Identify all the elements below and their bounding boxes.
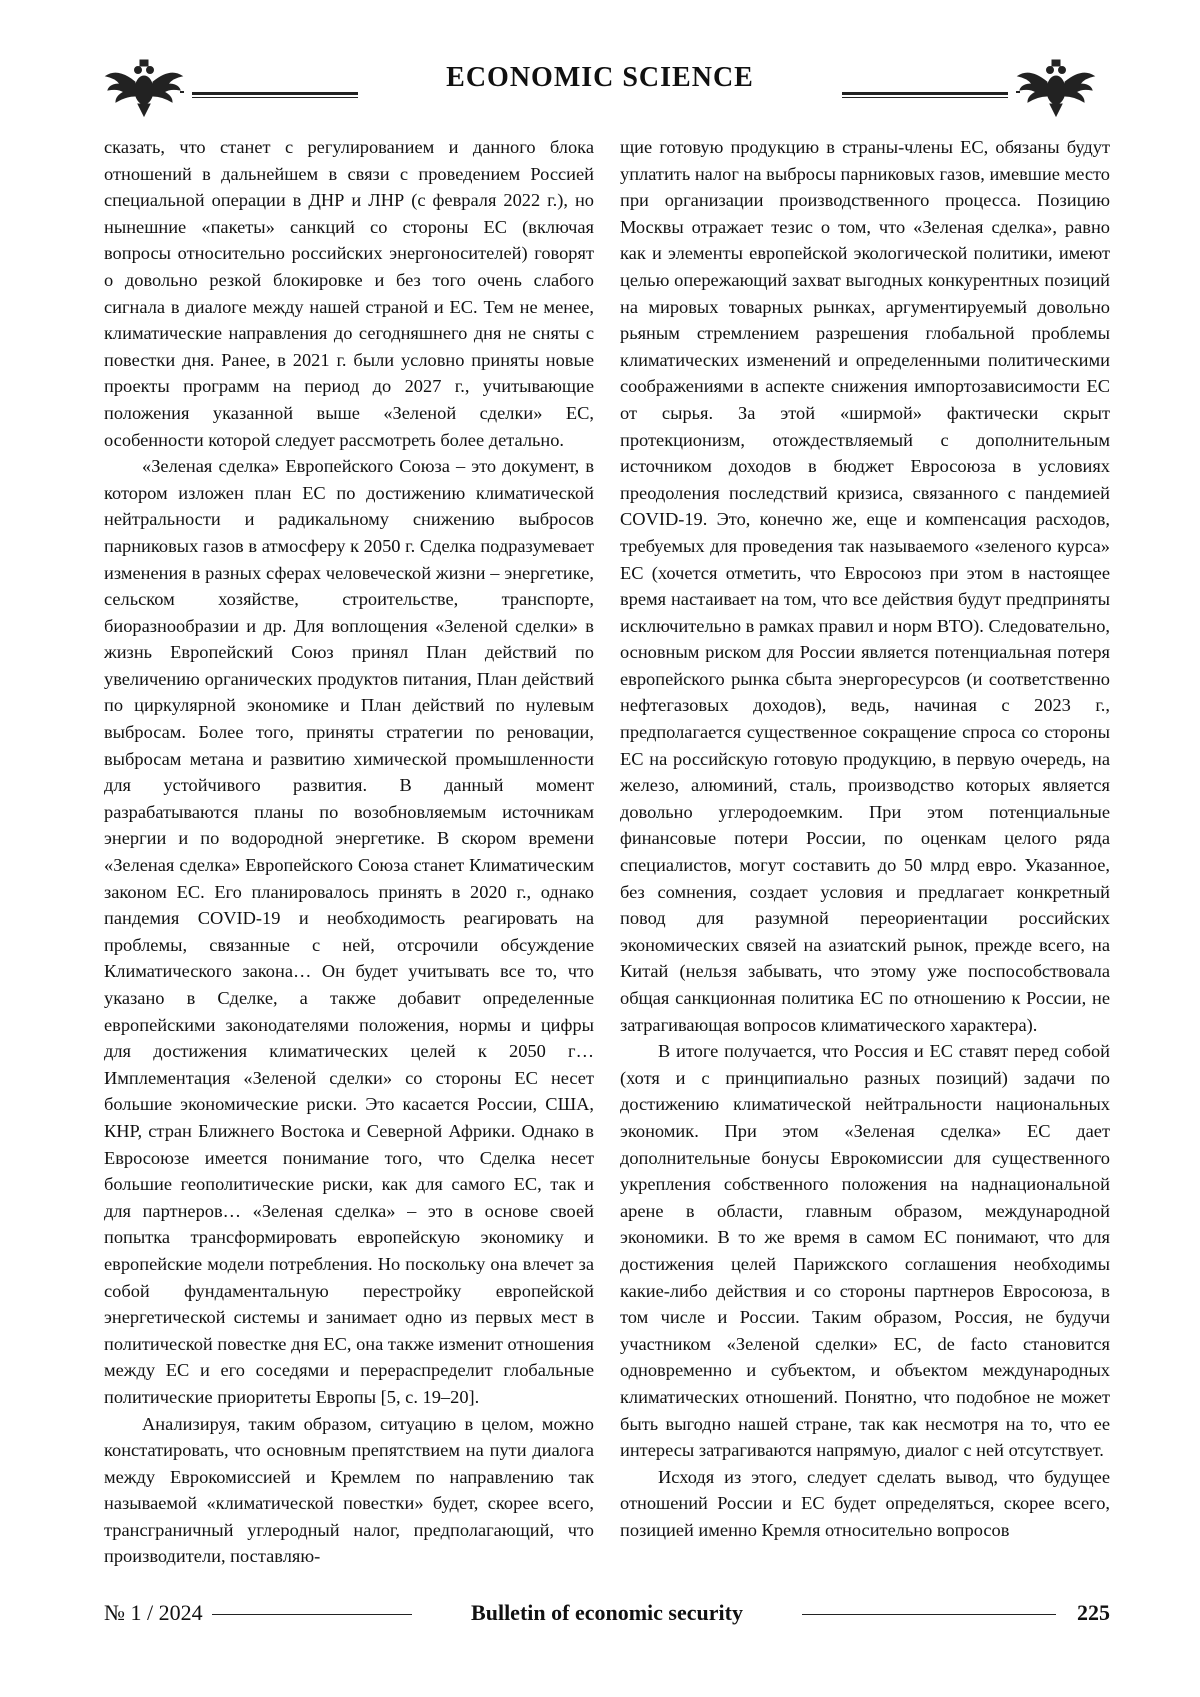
- section-title: ECONOMIC SCIENCE: [446, 62, 754, 93]
- paragraph: «Зеленая сделка» Европейского Союза – это документ, в котором изложен план ЕС по достижению климатической нейтральности и радикальному снижению выбросов парниковых газов в атмосферу к 2050 г. Сделка подразумевает изменения в разных сферах человеческой жизни – энергетике, сельском хозяйстве, строительстве, транспорте, биоразнообразии и др. Для воплощения «Зеленой сделки» в жизнь Европейский Союз принял План действий по увеличению органических продуктов питания, План действий по циркулярной экономике и План действий по нулевым выбросам. Более того, приняты стратегии по реновации, выбросам метана и развитию химической промышленности для устойчивого развития. В данный момент разрабатываются планы по возобновляемым источникам энергии и по водородной энергетике. В скором времени «Зеленая сделка» Европейского Союза станет Климатическим законом ЕС. Его планировалось принять в 2020 г., однако пандемия COVID-19 и необходимость реагировать на проблемы, связанные с ней, отсрочили обсуждение Климатического закона… Он будет учитывать все то, что указано в Сделке, а также добавит определенные европейскими законодателями положения, нормы и цифры для достижения климатических целей к 2050 г… Имплементация «Зеленой сделки» со стороны ЕС несет большие экономические риски. Это касается России, США, КНР, стран Ближнего Востока и Северной Африки. Однако в Евросоюзе имеется понимание того, что Сделка несет большие геополитические риски, как для самого ЕС, так и для партнеров… «Зеленая сделка» – это в основе своей попытка трансформировать европейскую экономику и европейские модели потребления. Но поскольку она влечет за собой фундаментальную перестройку европейской энергетической системы и занимает одно из первых мест в политической повестке дня ЕС, она также изменит отношения между ЕС и его соседями и перераспределит глобальные политические приоритеты Европы [5, с. 19–20].: [104, 456, 594, 1407]
- paragraph: В итоге получается, что Россия и ЕС ставят перед собой (хотя и с принципиально разных позиций) задачи по достижению климатической нейтральности национальных экономик. При этом «Зеленая сделка» ЕС дает дополнительные бонусы Еврокомиссии для существенного укрепления собственного положения на наднациональной арене в области, главным образом, международной экономики. В то же время в самом ЕС понимают, что для достижения целей Парижского соглашения необходимы какие-либо действия и со стороны партнеров Евросоюза, в том числе и России. Таким образом, Россия, не будучи участником «Зеленой сделки» ЕС, de facto становится одновременно и субъектом, и объектом международных климатических отношений. Понятно, что подобное не может быть выгодно нашей стране, так как несмотря на то, что ее интересы затрагиваются напрямую, диалог с ней отсутствует.: [620, 1041, 1110, 1461]
- page-footer: [104, 1600, 1110, 1630]
- header-rule-right-thin: [842, 97, 1008, 98]
- page-header: [100, 56, 1100, 116]
- footer-rule-right: [802, 1614, 1056, 1615]
- paragraph: Анализируя, таким образом, ситуацию в целом, можно констатировать, что основным препятствием на пути диалога между Еврокомиссией и Кремлем по направлению так называемой «климатической повестки» будет, скорее всего, трансграничный углеродный налог, предполагающий, что производители, поставляю-: [104, 1413, 594, 1567]
- header-rule-right: [842, 92, 1008, 95]
- paragraph: щие готовую продукцию в страны-члены ЕС, обязаны будут уплатить налог на выбросы парниковых газов, имевшие место при организации производственного процесса. Позицию Москвы отражает тезис о том, что «Зеленая сделка», равно как и элементы европейской экологической политики, имеют целью опережающий захват выгодных конкурентных позиций на мировых товарных рынках, аргументируемый довольно рьяным стремлением разрешения глобальной проблемы климатических изменений и определенными политическими соображениями в аспекте снижения импортозависимости ЕС от сырья. За этой «ширмой» фактически скрыт протекционизм, отождествляемый с дополнительным источником доходов в бюджет Евросоюза в условиях преодоления последствий кризиса, связанного с пандемией COVID-19. Это, конечно же, еще и компенсация расходов, требуемых для проведения так называемого «зеленого курса» ЕС (хочется отметить, что Евросоюз при этом в настоящее время настаивает на том, что все действия будут предприняты исключительно в рамках правил и норм ВТО). Следовательно, основным риском для России является потенциальная потеря европейского рынка сбыта энергоресурсов (и соответственно нефтегазовых доходов), ведь, начиная с 2023 г., предполагается существенное сокращение спроса со стороны ЕС на российскую готовую продукцию, в первую очередь, на железо, алюминий, сталь, производство которых является довольно углеродоемким. При этом потенциальные финансовые потери России, по оценкам целого ряда специалистов, могут составить до 50 млрд евро. Указанное, без сомнения, создает условия и предлагает конкретный повод для разумной переориентации российских экономических связей на азиатский рынок, прежде всего, на Китай (нельзя забывать, что этому уже поспособствовала общая санкционная политика ЕС по отношению к России, не затрагивающая вопросов климатического характера).: [620, 137, 1110, 1035]
- header-rule-left-thin: [192, 97, 358, 98]
- right-text-column: [620, 134, 1110, 1543]
- double-headed-eagle-emblem-icon: [1016, 56, 1096, 120]
- paragraph: сказать, что станет с регулированием и данного блока отношений в дальнейшем в связи с проведением Россией специальной операции в ДНР и ЛНР (с февраля 2022 г.), но нынешние «пакеты» санкций со стороны ЕС (включая вопросы относительно российских энергоносителей) говорят о довольно резкой блокировке и без того очень слабого сигнала в диалоге между нашей страной и ЕС. Тем не менее, климатические направления до сегодняшнего дня не сняты с повестки дня. Ранее, в 2021 г. были условно приняты новые проекты программ на период до 2027 г., учитывающие положения указанной выше «Зеленой сделки» ЕС, особенности которой следует рассмотреть более детально.: [104, 137, 594, 450]
- paragraph: Исходя из этого, следует сделать вывод, что будущее отношений России и ЕС будет определяться, скорее всего, позицией именно Кремля относительно вопросов: [620, 1466, 1110, 1540]
- issue-number: № 1 / 2024: [104, 1600, 203, 1625]
- page-number: 225: [1077, 1600, 1110, 1625]
- left-text-column: [104, 134, 594, 1570]
- journal-title: Bulletin of economic security: [471, 1600, 743, 1625]
